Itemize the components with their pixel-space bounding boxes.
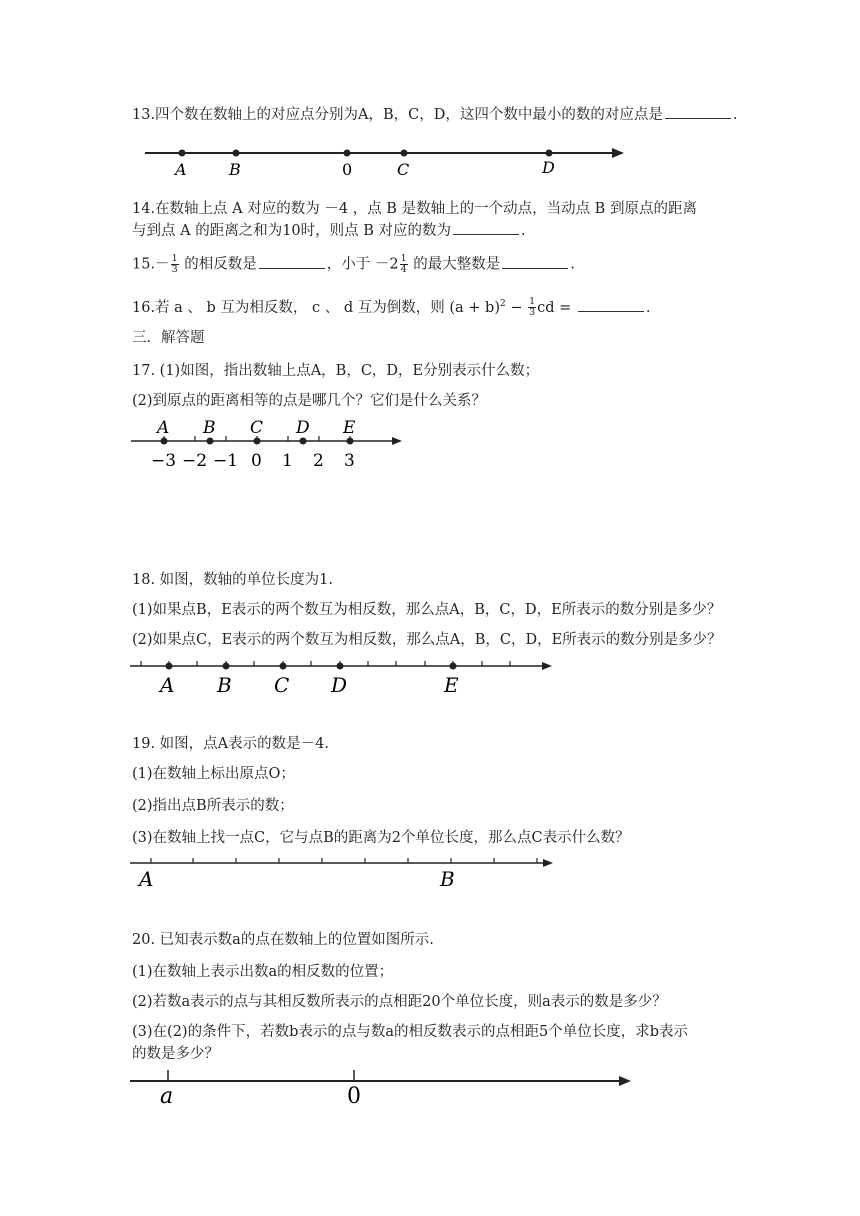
q20-line3: (2)若数a表示的点与其相反数所表示的点相距20个单位长度，则a表示的数是多少？	[132, 994, 667, 1010]
tick-neg1: −1	[213, 451, 239, 471]
q17-line2: (2)到原点的距离相等的点是哪几个？它们是什么关系？	[132, 393, 487, 409]
tick-3: 3	[344, 451, 355, 471]
q18-line2: (1)如果点B，E表示的两个数互为相反数，那么点A，B，C，D，E所表示的数分别是多少？	[132, 602, 722, 618]
q14-line1: 14.在数轴上点 A 对应的数为 －4 ，点 B 是数轴上的一个动点，当动点 B 到原点的距离	[132, 201, 697, 217]
label-d: D	[331, 673, 348, 697]
tick-neg3: −3	[151, 451, 177, 471]
label-a: A	[175, 160, 187, 179]
label-c: C	[250, 418, 264, 438]
tick-2: 2	[313, 451, 324, 471]
q20-line1: 20. 已知表示数a的点在数轴上的位置如图所示.	[132, 932, 434, 948]
q17-line1: 17. (1)如图，指出数轴上点A，B，C，D，E分别表示什么数；	[132, 363, 540, 379]
tick-1: 1	[282, 451, 293, 471]
label-a: A	[160, 673, 175, 697]
label-b: B	[217, 673, 232, 697]
q19-line1: 19. 如图，点A表示的数是－4.	[132, 736, 329, 752]
label-a: A	[157, 418, 170, 438]
q18-line3: (2)如果点C，E表示的两个数互为相反数，那么点A，B，C，D，E所表示的数分别是多少？	[132, 632, 722, 648]
q19-line4: (3)在数轴上找一点C，它与点B的距离为2个单位长度，那么点C表示什么数？	[132, 830, 630, 846]
label-b: B	[203, 418, 216, 438]
label-0: 0	[347, 1084, 361, 1109]
label-b: B	[440, 867, 455, 891]
q18-line1: 18. 如图，数轴的单位长度为1.	[132, 572, 334, 588]
label-0: 0	[342, 160, 353, 179]
label-c: C	[397, 160, 410, 179]
fraction: $\frac{1}{3}$	[171, 253, 178, 275]
label-b: B	[229, 160, 241, 179]
q20-line2: (1)在数轴上表示出数a的相反数的位置；	[132, 964, 394, 980]
q19-line3: (2)指出点B所表示的数；	[132, 798, 294, 814]
q14-line2: 与到点 A 的距离之和为10时，则点 B 对应的数为 .	[132, 223, 526, 239]
label-d: D	[542, 158, 555, 177]
q20-line5: 的数是多少？	[132, 1046, 219, 1062]
label-e: E	[343, 418, 356, 438]
q16-text: 16.若 a 、 b 互为相反数， c 、 d 互为倒数，则 $(a + b)^2$ − $\frac{1}{3}$ cd = .	[132, 296, 651, 319]
fraction: $\frac{1}{4}$	[400, 253, 407, 275]
label-c: C	[274, 673, 290, 697]
label-a: a	[160, 1084, 174, 1109]
label-e: E	[444, 673, 459, 697]
q19-line2: (1)在数轴上标出原点O；	[132, 766, 295, 782]
section-title: 三．解答题	[132, 330, 205, 346]
tick-neg2: −2	[182, 451, 208, 471]
label-a: A	[139, 867, 154, 891]
label-d: D	[296, 418, 310, 438]
q13-text: 13.四个数在数轴上的对应点分别为A，B，C，D，这四个数中最小的数的对应点是 .	[132, 107, 738, 123]
q20-line4: (3)在(2)的条件下，若数b表示的点与数a的相反数表示的点相距5个单位长度，求b表示	[132, 1024, 689, 1040]
q15-text: 15.－ $\frac{1}{3}$ 的相反数是 ，小于 －2 $\frac{1}{4}$ 的最大整数是 .	[132, 253, 575, 275]
fraction: $\frac{1}{3}$	[529, 296, 536, 319]
tick-0: 0	[251, 451, 262, 471]
